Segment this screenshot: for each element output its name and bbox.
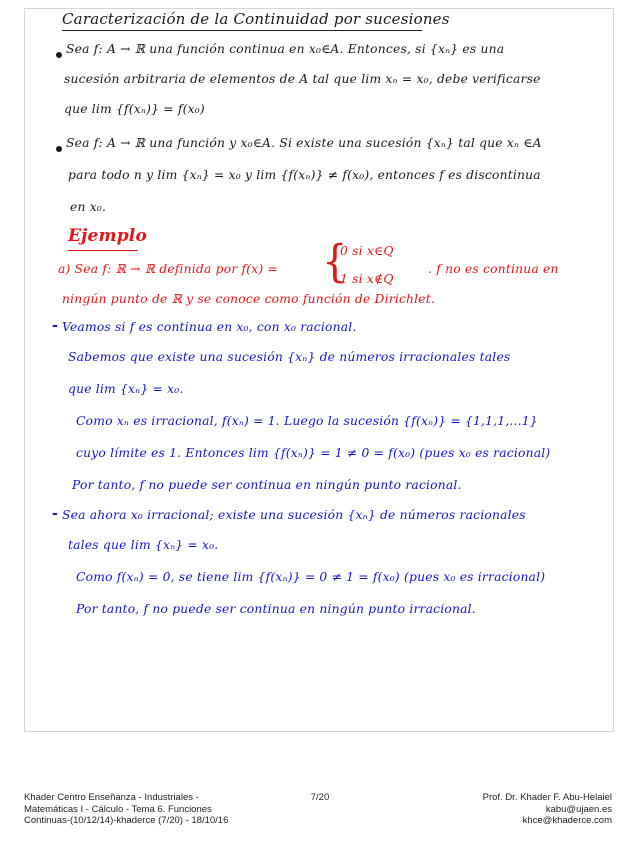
- irrational-line-1: Sea ahora x₀ irracional; existe una sucesión {xₙ} de números racionales: [62, 508, 526, 522]
- footer-left-line-3: Continuas-(10/12/14)-khaderce (7/20) - 18/10/16: [24, 815, 229, 826]
- rational-line-1: Veamos si f es continua en x₀, con x₀ racional.: [62, 320, 357, 334]
- bullet-1-line-1: Sea f: A → ℝ una función continua en x₀∈A. Entonces, si {xₙ} es una: [66, 42, 505, 56]
- bullet-1-line-3: que lim {f(xₙ)} = f(x₀): [64, 102, 205, 116]
- notes-title: Caracterización de la Continuidad por sucesiones: [62, 10, 450, 28]
- footer-right: [430, 792, 612, 827]
- bullet-2-line-1: Sea f: A → ℝ una función y x₀∈A. Si existe una sucesión {xₙ} tal que xₙ ∈A: [66, 136, 542, 150]
- rational-dash: -: [52, 318, 58, 334]
- irrational-line-2: tales que lim {xₙ} = x₀.: [68, 538, 219, 552]
- ejemplo-heading: Ejemplo: [68, 226, 147, 246]
- piecewise-case-2: 1 si x∉Q: [340, 272, 394, 286]
- title-underline: [62, 30, 422, 31]
- rational-line-6: Por tanto, f no puede ser continua en ningún punto racional.: [72, 478, 462, 492]
- piecewise-case-1: 0 si x∈Q: [340, 244, 394, 258]
- piecewise-brace: {: [322, 236, 348, 288]
- bullet-1-line-2: sucesión arbitraria de elementos de A tal que lim xₙ = x₀, debe verificarse: [64, 72, 541, 86]
- ejemplo-a-suffix: . f no es continua en: [428, 262, 559, 276]
- page-number: 7/20: [310, 792, 330, 803]
- footer-email-2: khce@khaderce.com: [522, 815, 612, 826]
- ejemplo-a-line-2: ningún punto de ℝ y se conoce como función de Dirichlet.: [62, 292, 436, 306]
- ejemplo-underline: [68, 250, 138, 251]
- ejemplo-a-prefix: a) Sea f: ℝ → ℝ definida por f(x) =: [58, 262, 279, 276]
- irrational-line-3: Como f(xₙ) = 0, se tiene lim {f(xₙ)} = 0 ≠ 1 = f(x₀) (pues x₀ es irracional): [76, 570, 546, 584]
- footer-author: Prof. Dr. Khader F. Abu-Helaiel: [482, 792, 612, 803]
- irrational-line-4: Por tanto, f no puede ser continua en ningún punto irracional.: [76, 602, 476, 616]
- footer-email-1: kabu@ujaen.es: [545, 803, 612, 815]
- rational-line-5: cuyo límite es 1. Entonces lim {f(xₙ)} = 1 ≠ 0 = f(x₀) (pues x₀ es racional): [76, 446, 551, 460]
- irrational-dash: -: [52, 506, 58, 522]
- rational-line-3: que lim {xₙ} = x₀.: [68, 382, 184, 396]
- footer-left-line-2: Matemáticas I - Cálculo - Tema 6. Funciones: [24, 803, 212, 815]
- bullet-2-dot: [56, 146, 62, 152]
- notes-sheet: [24, 8, 614, 732]
- footer-left-line-1: Khader Centro Enseñanza - Industriales -: [24, 792, 199, 803]
- footer-left: [24, 792, 254, 827]
- bullet-1-dot: [56, 52, 62, 58]
- rational-line-4: Como xₙ es irracional, f(xₙ) = 1. Luego la sucesión {f(xₙ)} = {1,1,1,...1}: [76, 414, 538, 428]
- rational-line-2: Sabemos que existe una sucesión {xₙ} de números irracionales tales: [68, 350, 511, 364]
- bullet-2-line-2: para todo n y lim {xₙ} = x₀ y lim {f(xₙ)} ≠ f(x₀), entonces f es discontinua: [68, 168, 541, 182]
- bullet-2-line-3: en x₀.: [70, 200, 107, 214]
